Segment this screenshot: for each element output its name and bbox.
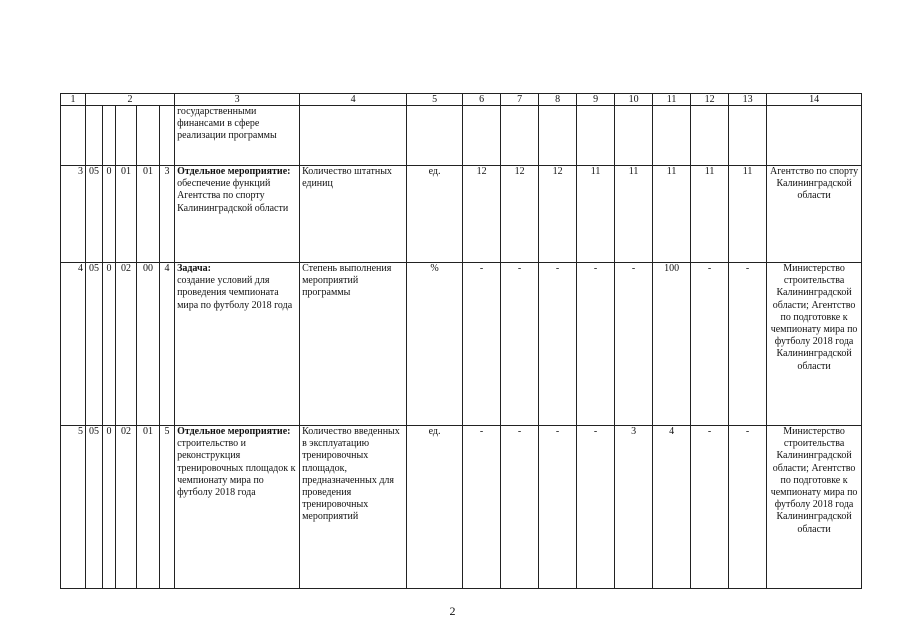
cell-name xyxy=(175,263,300,426)
cell-name xyxy=(175,166,300,263)
cell-code: 5 xyxy=(160,426,175,589)
cell-value: - xyxy=(729,426,767,589)
row-title: Задача: xyxy=(177,263,211,274)
cell-code: 0 xyxy=(103,263,116,426)
cell-value: - xyxy=(729,263,767,426)
col-header: 4 xyxy=(300,94,407,106)
cell-num: 3 xyxy=(61,166,86,263)
col-header: 5 xyxy=(407,94,463,106)
cell-code: 05 xyxy=(86,263,103,426)
cell-value: - xyxy=(463,263,501,426)
cell-value: 11 xyxy=(653,166,691,263)
row-title: Отдельное мероприятие: xyxy=(177,166,291,177)
row-desc: строительство и реконструкция тренировочных площадок к чемпионату мира по футболу 2018 года xyxy=(177,438,296,499)
col-header: 8 xyxy=(539,94,577,106)
cell-code: 01 xyxy=(137,426,160,589)
cell-value: 100 xyxy=(653,263,691,426)
col-header: 11 xyxy=(653,94,691,106)
col-header: 14 xyxy=(767,94,862,106)
row-title: Отдельное мероприятие: xyxy=(177,426,291,437)
cell-value: - xyxy=(501,426,539,589)
column-number-row xyxy=(61,94,862,106)
cell-code: 00 xyxy=(137,263,160,426)
col-header: 9 xyxy=(577,94,615,106)
cell-code: 05 xyxy=(86,426,103,589)
cell-code: 01 xyxy=(116,166,137,263)
col-header: 7 xyxy=(501,94,539,106)
table-row xyxy=(61,263,862,426)
cell-value: - xyxy=(501,263,539,426)
cell-unit: ед. xyxy=(407,426,463,589)
row-desc: создание условий для проведения чемпионата мира по футболу 2018 года xyxy=(177,275,293,311)
cell-value: - xyxy=(691,426,729,589)
cell-value: 11 xyxy=(729,166,767,263)
cell-value: 11 xyxy=(577,166,615,263)
cell-code: 3 xyxy=(160,166,175,263)
cell-executor: Министерство строительства Калининградской области; Агентство по подготовке к чемпионату мира по футболу 2018 года Калининградской области xyxy=(767,263,862,426)
table-row xyxy=(61,106,862,166)
col-header: 13 xyxy=(729,94,767,106)
cell-code: 02 xyxy=(116,263,137,426)
cell-indicator: Количество введенных в эксплуатацию тренировочных площадок, предназначенных для проведения тренировочных мероприятий xyxy=(300,426,407,589)
cell-unit: % xyxy=(407,263,463,426)
cell-value: - xyxy=(539,426,577,589)
cell-code: 05 xyxy=(86,166,103,263)
program-table xyxy=(60,93,862,589)
cell-code: 0 xyxy=(103,166,116,263)
col-header: 2 xyxy=(86,94,175,106)
cell-code: 0 xyxy=(103,426,116,589)
table-row xyxy=(61,426,862,589)
cell-unit: ед. xyxy=(407,166,463,263)
cell-executor: Министерство строительства Калининградской области; Агентство по подготовке к чемпионату мира по футболу 2018 года Калининградской области xyxy=(767,426,862,589)
cell-indicator: Степень выполнения мероприятий программы xyxy=(300,263,407,426)
cell-value: 11 xyxy=(691,166,729,263)
cell-value: - xyxy=(539,263,577,426)
row-desc: обеспечение функций Агентства по спорту Калининградской области xyxy=(177,178,289,214)
col-header: 10 xyxy=(615,94,653,106)
col-header: 1 xyxy=(61,94,86,106)
cell-name xyxy=(175,426,300,589)
cell-value: 4 xyxy=(653,426,691,589)
cell-value: - xyxy=(577,263,615,426)
cell-value: 11 xyxy=(615,166,653,263)
cell-value: - xyxy=(577,426,615,589)
cell-value: 3 xyxy=(615,426,653,589)
cell-value: 12 xyxy=(463,166,501,263)
cell-value: - xyxy=(615,263,653,426)
cell-executor: Агентство по спорту Калининградской области xyxy=(767,166,862,263)
cell-value: - xyxy=(691,263,729,426)
cell-code: 4 xyxy=(160,263,175,426)
cell-code: 02 xyxy=(116,426,137,589)
cell-indicator: Количество штатных единиц xyxy=(300,166,407,263)
col-header: 3 xyxy=(175,94,300,106)
cell-value: 12 xyxy=(501,166,539,263)
cell-code: 01 xyxy=(137,166,160,263)
cell-num: 5 xyxy=(61,426,86,589)
cell-name: государственными финансами в сфере реализации программы xyxy=(175,106,300,166)
cell-value: 12 xyxy=(539,166,577,263)
cell-num: 4 xyxy=(61,263,86,426)
page-number: 2 xyxy=(449,604,456,618)
col-header: 6 xyxy=(463,94,501,106)
col-header: 12 xyxy=(691,94,729,106)
cell-value: - xyxy=(463,426,501,589)
table-row xyxy=(61,166,862,263)
